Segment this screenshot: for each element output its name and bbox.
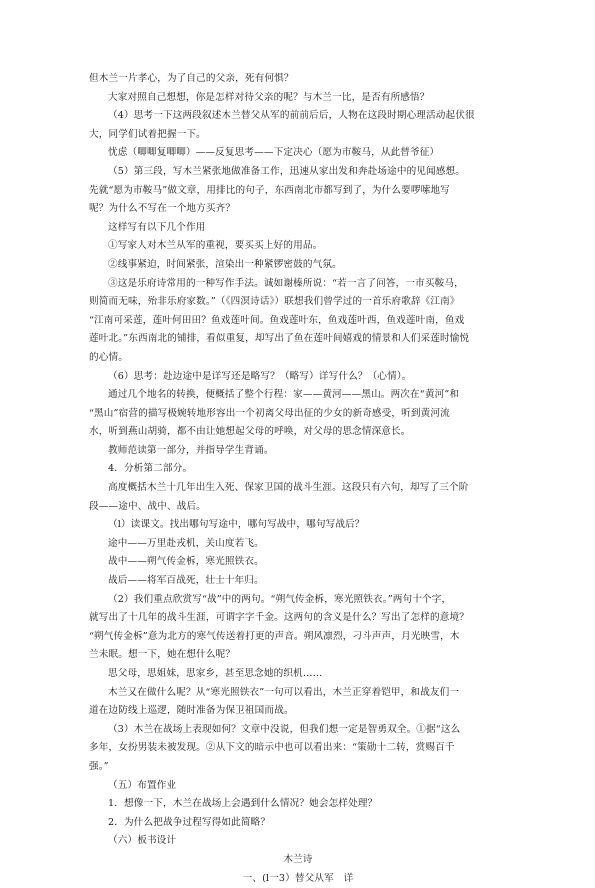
text-line: 但木兰一片孝心，为了自己的父亲，死有何惧？ [89,73,294,84]
text-line: 忧虑（唧唧复唧唧）——反复思考——下定决心（愿为市鞍马，从此替爷征） [108,147,440,159]
text-line: （l）读课文。找出哪句写途中，哪句写战中，哪句写战后？ [108,519,365,531]
text-line: 通过几个地名的转换，便概括了整个行程：家——黄河——黑山。两次在“黄河”和 [108,389,460,401]
text-line: （3）木兰在战场上表现如何？文章中没说，但我们想一定是智勇双全。①据“这么 [108,723,461,735]
text-line: 则简而无味，殆非乐府家数。”（《四溟诗话》）联想我们曾学过的一首乐府歌辞《江南》 [89,296,460,308]
section-heading: （六）板书设计 [108,835,177,847]
text-line: 思父母，思姐妹，思家乡，甚至思念她的织机…… [108,668,323,679]
text-line: 就写出了十几年的战斗生涯，可谓字字千金。这两句的含义是什么？写出了怎样的意境？ [89,612,470,624]
text-line: 大，同学们试着把握一下。 [89,128,206,140]
text-line: 水，听到燕山胡骑，都不由让她想起父母的呼唤，对父母的思念情深意长。 [89,426,411,438]
document-body [89,70,507,888]
text-line: （2）我们重点欣赏写“战”中的两句。“朔气传金柝，寒光照铁衣。”两句十个字， [108,593,452,605]
text-line: 大家对照自己想想，你是怎样对待父亲的呢？与木兰一比，是否有所感悟？ [108,91,430,103]
list-item: ①写家人对木兰从军的重视，要买买上好的用品。 [108,240,323,252]
text-line: 木兰又在做什么呢？从“寒光照铁衣”一句可以看出，木兰正穿着铠甲，和战友们一 [108,686,460,698]
text-line: “朔气传金柝”意为北方的寒气传送着打更的声音。朔风凛烈，刁斗声声，月光映雪，木 [89,630,460,642]
list-item: ③这是乐府诗常用的一种写作手法。诚如谢榛所说：“若一言了问答，一市买鞍马， [108,277,464,289]
text-line: “江南可采莲，莲叶何田田？鱼戏莲叶间。鱼戏莲叶东，鱼戏莲叶西，鱼戏莲叶南，鱼戏 [89,314,465,326]
text-line: 多年，女扮男装未被发现。②从下文的暗示中也可以看出来：“策勋十二转，赏赐百千 [89,742,455,754]
text-line: 教师范读第一部分，并指导学生背诵。 [108,444,274,456]
text-line: “黑山”宿营的描写极婉转地形容出一个初离父母出征的少女的新奇感受，听到黄河流 [89,407,450,419]
section-heading: 4．分析第二部分。 [108,463,193,475]
text-line: （5）第三段，写木兰紧张地做准备工作，迅速从家出发和奔赴场途中的见闻感想。 [108,165,466,177]
text-line: 战中——朔气传金柝，寒光照铁衣。 [108,556,264,568]
text-line: 途中——万里赴戎机，关山度若飞。 [108,537,264,549]
list-item: 2．为什么把战争过程写得如此简略？ [108,816,271,828]
list-item: 1．想像一下，木兰在战场上会遇到什么情况？她会怎样处理？ [108,798,378,810]
board-title: 木兰诗 [283,853,313,865]
text-line: 先就“愿为市鞍马”做文章，用排比的句子，东西南北市都写到了，为什么要啰嗦地写 [89,184,450,196]
board-line: 一、(l一3）替父从军 详 [242,872,354,884]
text-line: 强。” [89,760,109,772]
text-line: 这样写有以下几个作用 [108,221,206,233]
text-line: 高度概括木兰十几年出生入死、保家卫国的战斗生涯。这段只有六句，却写了三个阶 [108,482,469,494]
text-line: （4）思考一下这两段叙述木兰替父从军的前前后后，人物在这段时期心理活动起伏很 [108,110,475,122]
section-heading: （五）布置作业 [108,779,177,791]
text-line: 段——途中、战中、战后。 [89,500,206,512]
text-line: 呢？为什么不写在一个地方买齐？ [89,203,236,215]
text-line: 莲叶北。”东西南北的铺排，看似重复，却写出了鱼在莲叶间嬉戏的情景和人们采莲时愉悦 [89,333,470,345]
text-line: 的心情。 [89,351,128,363]
text-line: 兰未眠。想一下，她在想什么呢？ [89,649,236,661]
text-line: （6）思考：赴边途中是详写还是略写？（略写）详写什么？（心情）。 [108,370,412,382]
text-line: 战后——将军百战死，壮士十年归。 [108,575,264,587]
list-item: ②线事紧迫，时间紧张，渲染出一种紧锣密鼓的气氛。 [108,258,342,270]
text-line: 道在边防线上巡逻，随时准备为保卫祖国而战。 [89,705,294,717]
